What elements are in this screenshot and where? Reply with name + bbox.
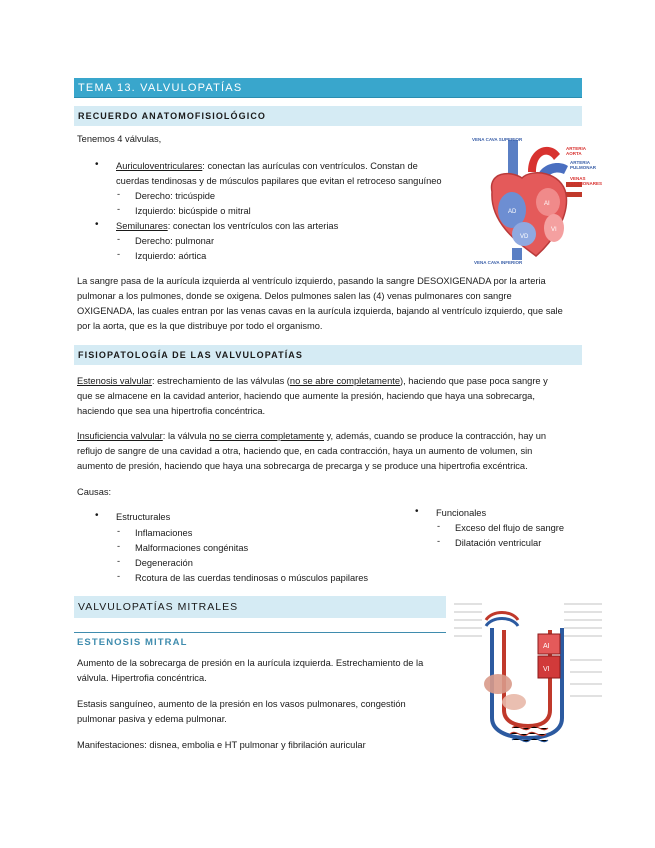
dash-icon: -: [117, 204, 121, 214]
label-ai: AI: [544, 201, 550, 207]
av-left: Izquierdo: bicúspide o mitral: [135, 206, 251, 216]
av-valves-desc2: cuerdas tendinosas y de músculos papilares que evitan el retroceso sanguíneo: [116, 176, 442, 186]
bullet-icon: •: [95, 510, 99, 521]
subheading-estenosis-mitral: ESTENOSIS MITRAL: [77, 637, 188, 648]
dash-icon: -: [117, 526, 121, 536]
mitral-line-5: Manifestaciones: disnea, embolia e HT pulmonar y fibrilación auricular: [77, 740, 366, 750]
causa-e4: Rcotura de las cuerdas tendinosas o músculos papilares: [135, 573, 369, 583]
label-ad: AD: [508, 209, 517, 215]
circulation-diagram: [452, 598, 604, 748]
section-heading-anatomo: RECUERDO ANATOMOFISIOLÓGICO: [74, 106, 582, 126]
dash-icon: -: [117, 541, 121, 551]
causas-label: Causas:: [77, 487, 112, 497]
causa-f2: Dilatación ventricular: [455, 538, 542, 548]
causa-f1: Exceso del flujo de sangre: [455, 523, 565, 533]
dash-icon: -: [117, 189, 121, 199]
causa-estructurales: Estructurales: [116, 512, 171, 522]
sl-right: Derecho: pulmonar: [135, 236, 215, 246]
intro-text: Tenemos 4 válvulas,: [77, 134, 162, 144]
section-heading-fisiopatologia: FISIOPATOLOGÍA DE LAS VALVULOPATÍAS: [74, 345, 582, 365]
para-line-4: por la aorta, que es la que distribuye por todo el organismo.: [77, 321, 323, 331]
mitral-line-3: Estasis sanguíneo, aumento de la presión en los vasos pulmonares, congestión: [77, 699, 406, 709]
mitral-line-2: válvula. Hipertrofia concéntrica.: [77, 673, 207, 683]
dash-icon: -: [117, 249, 121, 259]
heart-anatomy-image: [470, 132, 603, 268]
para-line-2: pulmonar a los pulmones, donde se oxigena. Delos pulmones salen las (4) venas pulmonares con sangre: [77, 291, 512, 301]
insuficiencia-line-1: Insuficiencia valvular: la válvula no se cierra completamente y, además, cuando se produce la contracción, hay un: [77, 431, 547, 441]
mitral-line-1: Aumento de la sobrecarga de presión en la aurícula izquierda. Estrechamiento de la: [77, 658, 424, 668]
insuficiencia-line-2: reflujo de sangre de una cavidad a otra, haciendo que, en cada contracción, haya un aumento de volumen, sin: [77, 446, 533, 456]
bullet-icon: •: [95, 159, 99, 170]
label-vd: VD: [520, 234, 529, 240]
dash-icon: -: [117, 556, 121, 566]
bullet-icon: •: [415, 506, 419, 517]
divider: [74, 632, 446, 633]
sl-left: Izquierdo: aórtica: [135, 251, 207, 261]
mitral-line-4: pulmonar pasiva y edema pulmonar.: [77, 714, 227, 724]
causa-e2: Malformaciones congénitas: [135, 543, 249, 553]
sl-valves-item: Semilunares: conectan los ventrículos con las arterias: [116, 221, 339, 231]
av-right: Derecho: tricúspide: [135, 191, 216, 201]
label-vena-cava-sup: VENA CAVA SUPERIOR: [472, 137, 523, 142]
estenosis-line-3: haciendo que sea una hipertrofia concéntrica.: [77, 406, 266, 416]
diagram-label-vi: VI: [543, 666, 550, 673]
dash-icon: -: [437, 536, 441, 546]
circulation-icon: [452, 598, 604, 748]
para-line-1: La sangre pasa de la aurícula izquierda al ventrículo izquierdo, pasando la sangre DESOXIGENADA por la arteria: [77, 276, 546, 286]
dash-icon: -: [117, 234, 121, 244]
label-aorta: ARTERIA AORTA: [566, 146, 586, 156]
dash-icon: -: [437, 521, 441, 531]
diagram-label-ai: AI: [543, 643, 550, 650]
bullet-icon: •: [95, 219, 99, 230]
label-vi: VI: [551, 227, 557, 233]
page-title: TEMA 13. VALVULOPATÍAS: [74, 78, 582, 98]
av-valves-item: Auriculoventriculares: conectan las aurículas con ventrículos. Constan de: [116, 161, 418, 171]
label-vena-cava-inf: VENA CAVA INFERIOR: [474, 260, 523, 265]
estenosis-line-1: Estenosis valvular: estrechamiento de las válvulas (no se abre completamente), haciendo que pase poca sangre y: [77, 376, 548, 386]
dash-icon: -: [117, 571, 121, 581]
label-pulmonar: ARTERIA PULMONAR: [570, 160, 596, 170]
section-heading-mitrales: VALVULOPATÍAS MITRALES: [74, 596, 446, 618]
para-line-3: OXIGENADA, las cuales entran por las venas cavas en la aurícula izquierda, bajando al ventrículo izquierdo, que sale: [77, 306, 563, 316]
causa-funcionales: Funcionales: [436, 508, 487, 518]
insuficiencia-line-3: aumento de presión, haciendo que haya una sobrecarga de precarga y se produce una hipertrofia excéntrica.: [77, 461, 528, 471]
label-venas-pulm: VENAS PULMONARES: [570, 176, 603, 186]
causa-e3: Degeneración: [135, 558, 193, 568]
causa-e1: Inflamaciones: [135, 528, 193, 538]
estenosis-line-2: que se almacene en la cavidad anterior, haciendo que aumente la presión, haciendo que haya una sobrecarga,: [77, 391, 535, 401]
